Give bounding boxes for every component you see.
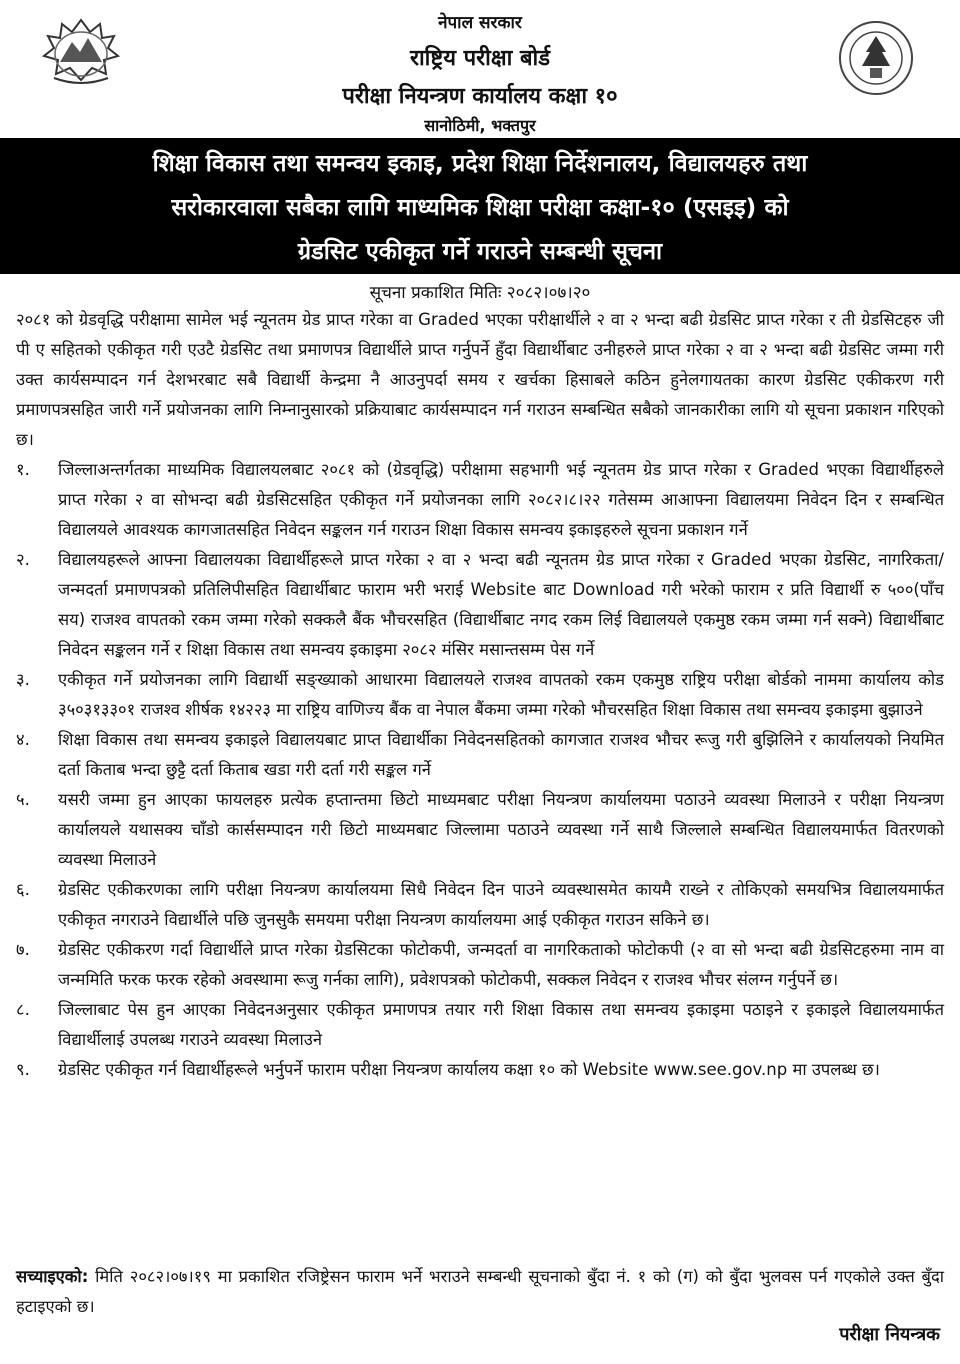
list-item: [16, 785, 944, 875]
item-number: ७.: [16, 940, 30, 959]
list-item: [16, 1055, 944, 1085]
item-number: ४.: [16, 730, 30, 749]
banner-line: ग्रेडसिट एकीकृत गर्ने गराउने सम्बन्धी सूचना: [297, 237, 663, 265]
instruction-list: [16, 455, 944, 1085]
item-number: ३.: [16, 670, 30, 689]
signatory-title: परीक्षा नियन्त्रक: [839, 1324, 940, 1345]
banner-line: सरोकारवाला सबैका लागि माध्यमिक शिक्षा परीक्षा कक्षा-१० (एसइइ) को: [171, 193, 789, 221]
correction-label: सच्याइएको:: [16, 1267, 89, 1286]
item-text: ग्रेडसिट एकीकरणका लागि परीक्षा नियन्त्रण कार्यालयमा सिधै निवेदन दिन पाउने व्यवस्थासमेत कायमै राख्ने र तोकिएको समयभित्र विद्यालयमार्फत एकीकृत नगराउने विद्यार्थीले पछि जुनसुकै समयमा परीक्षा नियन्त्रण कार्यालयमा आई एकीकृत गराउन सकिने छ।: [58, 880, 944, 929]
item-number: १.: [16, 460, 30, 479]
list-item: [16, 545, 944, 665]
item-number: ९.: [16, 1060, 30, 1079]
correction-text: मिति २०८२।०७।१९ मा प्रकाशित रजिष्ट्रेसन फाराम भर्ने भराउने सम्बन्धी सूचनाको बुँदा नं. १ को (ग) को बुँदा भुलवस पर्न गएकोले उक्त बुँदा हटाइएको छ।: [16, 1267, 944, 1316]
item-text: यसरी जम्मा हुन आएका फायलहरु प्रत्येक हप्तान्तमा छिटो माध्यमबाट परीक्षा नियन्त्रण कार्यालयमा पठाउने व्यवस्था मिलाउने र परीक्षा नियन्त्रण कार्यालयले यथासक्य चाँडो कार्ससम्पादन गरी छिटो माध्यमबाट जिल्लामा पठाउने व्यवस्था गर्ने साथै जिल्लाले सम्बन्धित विद्यालयमार्फत वितरणको व्यवस्था मिलाउने: [58, 790, 944, 869]
item-text: जिल्लाअन्तर्गतका माध्यमिक विद्यालयलबाट २०८१ को (ग्रेडवृद्धि) परीक्षामा सहभागी भई न्यूनतम ग्रेड प्राप्त गरेका र Graded भएका विद्यार्थीहरुले प्राप्त गरेका २ वा सोभन्दा बढी ग्रेडसिटसहित एकीकृत गर्ने प्रयोजनका लागि २०८२।८।२२ गतेसम्म आआफ्ना विद्यालयमा निवेदन दिन र सम्बन्धित विद्यालयले आवश्यक कागजातसहित निवेदन सङ्कलन गर्न गराउन शिक्षा विकास समन्वय इकाइहरुले सूचना प्रकाशन गर्ने: [58, 460, 944, 539]
correction-note: [16, 1262, 944, 1322]
item-text: ग्रेडसिट एकीकृत गर्न विद्यार्थीहरूले भर्नुपर्ने फाराम परीक्षा नियन्त्रण कार्यालय कक्षा १० को Website www.see.gov.np मा उपलब्ध छ।: [58, 1060, 880, 1079]
list-item: [16, 455, 944, 545]
office-address: सानोठिमी, भक्तपुर: [424, 116, 536, 135]
govt-name: नेपाल सरकार: [438, 13, 522, 33]
list-item: [16, 875, 944, 935]
item-number: ६.: [16, 880, 30, 899]
intro-paragraph: २०८१ को ग्रेडवृद्धि परीक्षामा सामेल भई न्यूनतम ग्रेड प्राप्त गरेका वा Graded भएका परीक्षार्थीले २ वा २ भन्दा बढी ग्रेडसिट प्राप्त गरेका र ती ग्रेडसिटहरु जी पी ए सहितको एकीकृत गरी एउटै ग्रेडसिट तथा प्रमाणपत्र विद्यार्थीले प्राप्त गर्नुपर्ने हुँदा विद्यार्थीबाट उनीहरुले प्राप्त गरेका २ वा २ भन्दा बढी ग्रेडसिट जम्मा गरी उक्त कार्यसम्पादन गर्न देशभरबाट सबै विद्यार्थी केन्द्रमा नै आउनुपर्दा समय र खर्चका हिसाबले कठिन हुनेलगायतका कारण ग्रेडसिट एकीकरण गरी प्रमाणपत्रसहित जारी गर्ने प्रयोजनका लागि निम्नानुसारको प्रक्रियाबाट कार्यसम्पादन गर्न गराउन सम्बन्धित सबैको जानकारीका लागि यो सूचना प्रकाशन गरिएको छ।: [16, 310, 944, 449]
list-item: [16, 725, 944, 785]
banner-line: शिक्षा विकास तथा समन्वय इकाइ, प्रदेश शिक्षा निर्देशनालय, विद्यालयहरु तथा: [152, 149, 808, 177]
list-item: [16, 995, 944, 1055]
list-item: [16, 665, 944, 725]
notice-title-banner: [0, 138, 960, 274]
item-text: ग्रेडसिट एकीकरण गर्दा विद्यार्थीले प्राप्त गरेका ग्रेडसिटका फोटोकपी, जन्मदर्ता वा नागरिकताको फोटोकपी (२ वा सो भन्दा बढी ग्रेडसिटहरुमा नाम वा जन्ममिति फरक फरक रहेको अवस्थामा रूजु गर्नका लागि), प्रवेशपत्रको फोटोकपी, सक्कल निवेदन र राजश्व भौचर संलग्न गर्नुपर्ने छ।: [58, 940, 944, 989]
item-text: जिल्लाबाट पेस हुन आएका निवेदनअनुसार एकीकृत प्रमाणपत्र तयार गरी शिक्षा विकास तथा समन्वय इकाइमा पठाइने र इकाइले विद्यालयमार्फत विद्यार्थीलाई उपलब्ध गराउने व्यवस्था मिलाउने: [58, 1000, 944, 1049]
board-name: राष्ट्रिय परीक्षा बोर्ड: [409, 46, 550, 71]
publication-date: सूचना प्रकाशित मितिः २०८२।०७।२०: [369, 283, 591, 303]
item-number: ८.: [16, 1000, 30, 1019]
item-text: एकीकृत गर्ने प्रयोजनका लागि विद्यार्थी सङ्ख्याको आधारमा विद्यालयले राजश्व वापतको रकम एकमुष्ठ राष्ट्रिय परीक्षा बोर्डको नाममा कार्यालय कोड ३५०३१३३०१ राजश्व शीर्षक १४२२३ मा राष्ट्रिय वाणिज्य बैंक वा नेपाल बैंकमा जम्मा गरेको भौचरसहित शिक्षा विकास तथा समन्वय इकाइमा बुझाउने: [58, 670, 944, 719]
item-number: २.: [16, 550, 30, 569]
notice-body: [16, 305, 944, 1085]
item-number: ५.: [16, 790, 30, 809]
exam-board-logo-icon: [836, 18, 916, 98]
office-name: परीक्षा नियन्त्रण कार्यालय कक्षा १०: [342, 84, 618, 109]
letterhead: [0, 0, 960, 138]
item-text: विद्यालयहरूले आफ्ना विद्यालयका विद्यार्थीहरूले प्राप्त गरेका २ वा २ भन्दा बढी न्यूनतम ग्रेड प्राप्त गरेका र Graded भएका ग्रेडसिट, नागरिकता/जन्मदर्ता प्रमाणपत्रको प्रतिलिपीसहित विद्यार्थीबाट फाराम भरी भराई Website बाट Download गरी भरेको फाराम र प्रति विद्यार्थी रु ५००(पाँच सय) राजश्व वापतको रकम जम्मा गरेको सक्कलै बैंक भौचरसहित (विद्यार्थीबाट नगद रकम लिई विद्यालयले एकमुष्ठ रकम जम्मा गर्न सक्ने) विद्यार्थीबाट निवेदन सङ्कलन गर्ने र शिक्षा विकास तथा समन्वय इकाइमा २०८२ मंसिर मसान्तसम्म पेस गर्ने: [58, 550, 944, 659]
item-text: शिक्षा विकास तथा समन्वय इकाइले विद्यालयबाट प्राप्त विद्यार्थीका निवेदनसहितको कागजात राजश्व भौचर रूजु गरी बुझिलिने र कार्यालयको नियमित दर्ता किताब भन्दा छुट्टै दर्ता किताब खडा गरी दर्ता गरी सङ्कल गर्ने: [58, 730, 944, 779]
list-item: [16, 935, 944, 995]
